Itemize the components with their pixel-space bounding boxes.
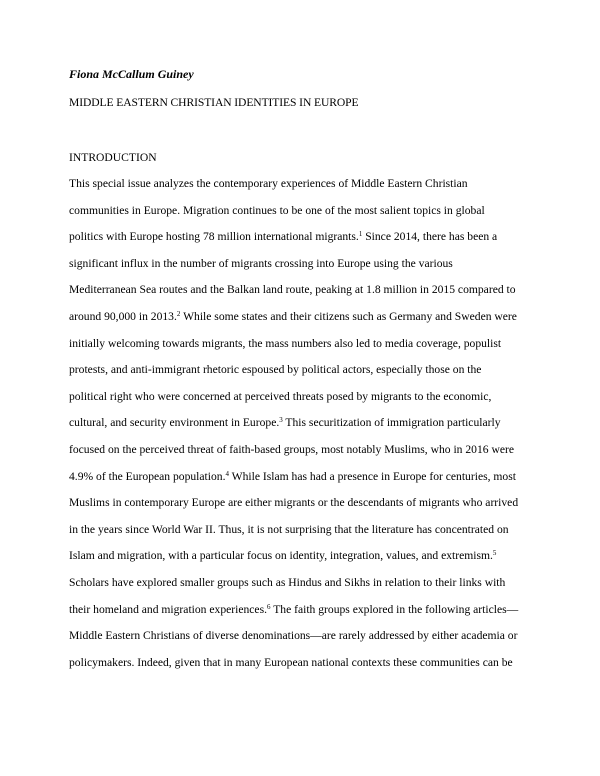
body-line-text: their homeland and migration experiences. bbox=[69, 602, 267, 616]
body-line-text: Islam and migration, with a particular focus on identity, integration, values, and extremism. bbox=[69, 549, 493, 563]
body-line-text-continued: The faith groups explored in the following articles— bbox=[270, 602, 519, 616]
body-line-text: significant influx in the number of migrants crossing into Europe using the various bbox=[69, 256, 453, 270]
body-line bbox=[69, 337, 501, 350]
body-line-text: in the years since World War II. Thus, it is not surprising that the literature has concentrated on bbox=[69, 522, 509, 536]
footnote-marker[interactable]: 5 bbox=[492, 549, 497, 558]
body-line bbox=[69, 204, 485, 217]
body-line bbox=[69, 470, 516, 483]
body-line-text-continued: Since 2014, there has been a bbox=[362, 230, 498, 244]
body-line-text: cultural, and security environment in Europe. bbox=[69, 416, 280, 430]
footnote-marker[interactable]: 2 bbox=[176, 310, 181, 318]
section-heading: INTRODUCTION bbox=[69, 151, 157, 164]
body-line bbox=[69, 416, 501, 429]
body-line bbox=[69, 283, 516, 296]
body-line-text: protests, and anti-immigrant rhetoric espoused by political actors, especially those on the bbox=[69, 363, 482, 377]
body-line bbox=[69, 257, 453, 270]
body-line bbox=[69, 230, 497, 243]
body-line-text: political right who were concerned at perceived threats posed by migrants to the economic, bbox=[69, 389, 492, 403]
body-line bbox=[69, 656, 513, 669]
body-line-text: initially welcoming towards migrants, the mass numbers also led to media coverage, populist bbox=[69, 336, 502, 350]
body-line-text: 4.9% of the European population. bbox=[69, 469, 226, 483]
body-line-text: Middle Eastern Christians of diverse denominations—are rarely addressed by either academia or bbox=[69, 629, 518, 643]
body-line bbox=[69, 443, 514, 456]
body-line-text-continued: While some states and their citizens such as Germany and Sweden were bbox=[180, 310, 517, 323]
body-line-text: communities in Europe. Migration continues to be one of the most salient topics in global bbox=[69, 203, 485, 217]
footnote-marker[interactable]: 6 bbox=[267, 602, 271, 611]
body-line-text: politics with Europe hosting 78 million international migrants. bbox=[69, 230, 359, 244]
body-line bbox=[69, 603, 518, 616]
body-line bbox=[69, 523, 509, 536]
body-line bbox=[69, 177, 468, 190]
body-line-text: Scholars have explored smaller groups such as Hindus and Sikhs in relation to their links with bbox=[69, 576, 506, 589]
author-name: Fiona McCallum Guiney bbox=[69, 67, 194, 81]
body-line-text: focused on the perceived threat of faith-based groups, most notably Muslims, who in 2016 were bbox=[69, 443, 514, 456]
footnote-marker[interactable]: 4 bbox=[225, 469, 229, 478]
body-line bbox=[69, 549, 496, 562]
body-line-text-continued: This securitization of immigration particularly bbox=[282, 416, 501, 430]
body-line-text: Mediterranean Sea routes and the Balkan land route, peaking at 1.8 million in 2015 compared to bbox=[69, 283, 516, 297]
body-line bbox=[69, 496, 518, 509]
footnote-marker[interactable]: 1 bbox=[358, 230, 363, 239]
body-line bbox=[69, 390, 491, 403]
body-line bbox=[69, 310, 517, 323]
body-line bbox=[69, 629, 517, 642]
body-line-text: around 90,000 in 2013. bbox=[69, 310, 177, 323]
footnote-marker[interactable]: 3 bbox=[279, 416, 283, 425]
body-line bbox=[69, 363, 481, 376]
body-line-text: policymakers. Indeed, given that in many European national contexts these communities can be bbox=[69, 655, 513, 669]
body-line-text: This special issue analyzes the contemporary experiences of Middle Eastern Christian bbox=[69, 177, 468, 190]
body-line-text-continued: While Islam has had a presence in Europe for centuries, most bbox=[228, 469, 516, 483]
body-line-text: Muslims in contemporary Europe are either migrants or the descendants of migrants who arrived bbox=[69, 496, 519, 510]
article-title: MIDDLE EASTERN CHRISTIAN IDENTITIES IN EUROPE bbox=[69, 96, 359, 109]
body-line bbox=[69, 576, 505, 589]
